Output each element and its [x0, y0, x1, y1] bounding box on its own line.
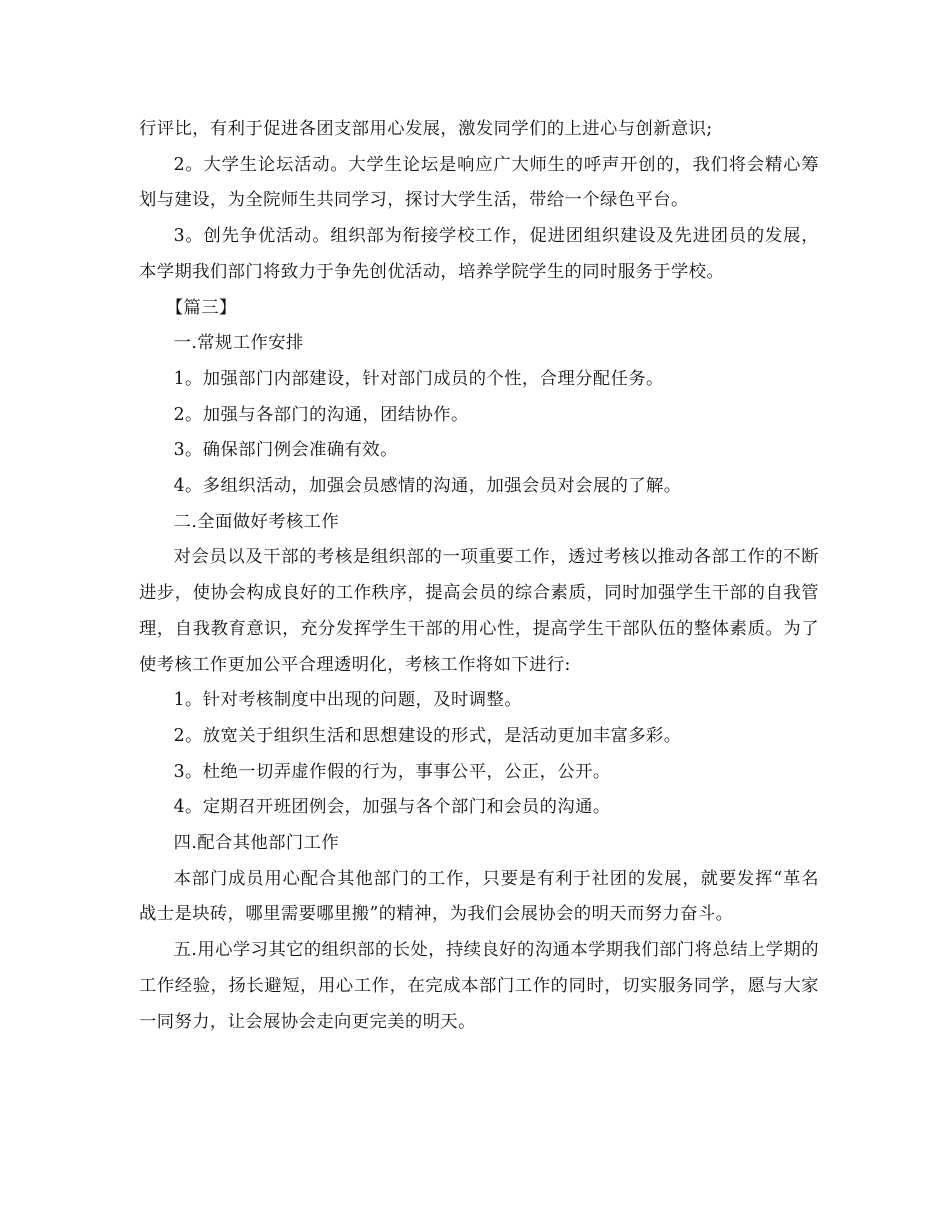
section-heading-part-three: 【篇三】 [165, 297, 237, 318]
list-item-routine-3: 3。确保部门例会准确有效。 [173, 440, 398, 461]
list-item-assessment-2: 2。放宽关于组织生活和思想建设的形式，是活动更加丰富多彩。 [173, 725, 682, 746]
list-item-routine-4: 4。多组织活动，加强会员感情的沟通，加强会员对会展的了解。 [173, 476, 682, 497]
paragraph-cooperation-body: 本部门成员用心配合其他部门的工作，只要是有利于社团的发展，就要发挥“革名战士是块砖，哪里需要哪里搬”的精神，为我们会展协会的明天而努力奋斗。 [139, 868, 819, 925]
paragraph-excellence-activity: 3。创先争优活动。组织部为衔接学校工作，促进团组织建设及先进团员的发展，本学期我们部门将致力于争先创优活动，培养学院学生的同时服务于学校。 [139, 226, 819, 282]
list-item-routine-1: 1。加强部门内部建设，针对部门成员的个性，合理分配任务。 [173, 368, 664, 389]
section-heading-routine-work: 一.常规工作安排 [173, 333, 304, 354]
section-heading-assessment: 二.全面做好考核工作 [173, 511, 340, 532]
paragraph-assessment-body: 对会员以及干部的考核是组织部的一项重要工作，透过考核以推动各部工作的不断进步，使协会构成良好的工作秩序，提高会员的综合素质，同时加强学生干部的自我管理，自我教育意识，充分发挥学生干部的用心性，提高学生干部队伍的整体素质。为了使考核工作更加公平合理透明化，考核工作将如下进行: [139, 547, 819, 675]
list-item-assessment-3: 3。杜绝一切弄虚作假的行为，事事公平，公正，公开。 [173, 761, 611, 782]
list-item-assessment-4: 4。定期召开班团例会，加强与各个部门和会员的沟通。 [173, 797, 611, 818]
section-heading-cooperation: 四.配合其他部门工作 [173, 833, 340, 854]
document-body [139, 112, 819, 1040]
list-item-assessment-1: 1。针对考核制度中出现的问题，及时调整。 [173, 690, 522, 711]
paragraph-continuation: 行评比，有利于促进各团支部用心发展，激发同学们的上进心与创新意识; [139, 119, 713, 139]
paragraph-forum-activity: 2。大学生论坛活动。大学生论坛是响应广大师生的呼声开创的，我们将会精心筹划与建设，为全院师生共同学习，探讨大学生活，带给一个绿色平台。 [139, 154, 819, 211]
list-item-routine-2: 2。加强与各部门的沟通，团结协作。 [173, 404, 469, 425]
paragraph-learning-body: 五.用心学习其它的组织部的长处，持续良好的沟通本学期我们部门将总结上学期的工作经验，扬长避短，用心工作，在完成本部门工作的同时，切实服务同学，愿与大家一同努力，让会展协会走向更完美的明天。 [139, 940, 819, 1032]
